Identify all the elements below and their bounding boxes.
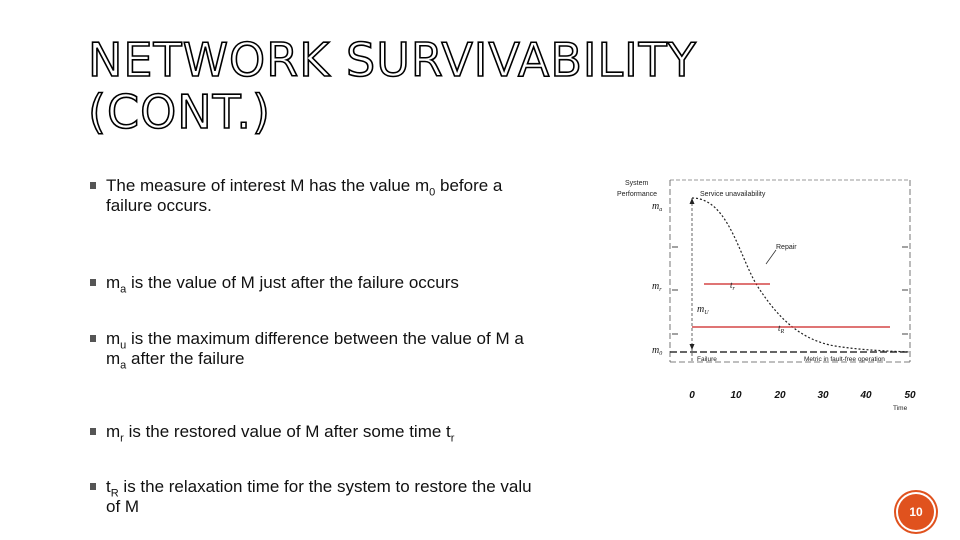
subscript: a: [120, 283, 127, 296]
subscript: 0: [429, 186, 436, 199]
bullet-text-line2: [106, 349, 608, 372]
survivability-diagram: [600, 172, 940, 420]
label-failure: Failure: [697, 356, 717, 363]
arrow-down: [690, 344, 695, 350]
bullet-text-part: is the value of M just after the failure occurs: [126, 273, 459, 292]
label-m-0: $m_0$: [652, 345, 663, 357]
x-tick-label: 20: [774, 390, 786, 401]
label-m-u: $m_U$: [697, 304, 709, 316]
bullet-item: [88, 329, 608, 372]
label-t-R: $t_R$: [778, 323, 785, 335]
bullet-list: [88, 176, 608, 516]
subscript: a: [120, 359, 127, 372]
bullet-text-part: is the restored value of M after some time t: [123, 422, 451, 441]
bullet-text: [106, 477, 608, 500]
x-tick-label: 10: [730, 390, 742, 401]
recovery-curve: [692, 198, 910, 352]
bullet-item: [88, 273, 608, 296]
bullet-item: [88, 422, 608, 445]
x-tick-label: 40: [860, 390, 872, 401]
bullet-item: [88, 176, 608, 216]
bullet-text: [106, 176, 608, 199]
y-caption-line1: System: [625, 180, 649, 187]
bullet-text-part: is the relaxation time for the system to restore the valu: [118, 477, 532, 496]
bullet-text: [106, 329, 608, 352]
bullet-text-line2: of M: [106, 497, 140, 516]
x-caption: Time: [893, 405, 908, 412]
survivability-figure: [600, 172, 940, 420]
bullet-text-part: m: [106, 273, 121, 292]
bullet-text-part: is the maximum difference between the value of M a: [126, 329, 524, 348]
bullet-text-part: m: [106, 349, 121, 368]
x-tick-label: 0: [689, 390, 695, 401]
bullet-text-part: m: [106, 422, 121, 441]
x-tick-label: 50: [904, 390, 916, 401]
y-caption-line2: Performance: [617, 191, 658, 198]
label-t-r: $t_r$: [730, 280, 735, 292]
bullet-text-part: m: [106, 329, 121, 348]
label-m-r: $m_r$: [652, 281, 662, 293]
repair-leader: [766, 250, 776, 264]
subscript: r: [450, 432, 455, 445]
x-tick-label: 30: [817, 390, 829, 401]
subscript: r: [120, 432, 124, 445]
page-number-badge: [898, 494, 934, 530]
bullet-text: [106, 422, 608, 445]
arrow-up: [690, 198, 695, 204]
bullet-text: [106, 273, 608, 296]
title-line-1: NETWORK SURVIVABILITY: [88, 33, 697, 87]
bullet-item: [88, 477, 608, 517]
label-repair: Repair: [776, 244, 797, 251]
slide-title: [88, 34, 788, 138]
label-service-unavailability: Service unavailability: [700, 191, 766, 198]
subscript: R: [110, 487, 119, 500]
bullet-text-part: The measure of interest M has the value m: [106, 176, 430, 195]
bullet-text-line2: failure occurs.: [106, 196, 212, 215]
bullet-text-part: before a: [435, 176, 503, 195]
label-metric-fault-free: Metric in fault-free operation: [804, 356, 885, 363]
label-m-a: $m_a$: [652, 201, 663, 213]
subscript: u: [120, 339, 127, 352]
bullet-text-part: t: [106, 477, 111, 496]
page-number: 10: [909, 505, 923, 519]
title-line-2: (CONT.): [88, 85, 271, 139]
bullet-text-part: after the failure: [126, 349, 245, 368]
